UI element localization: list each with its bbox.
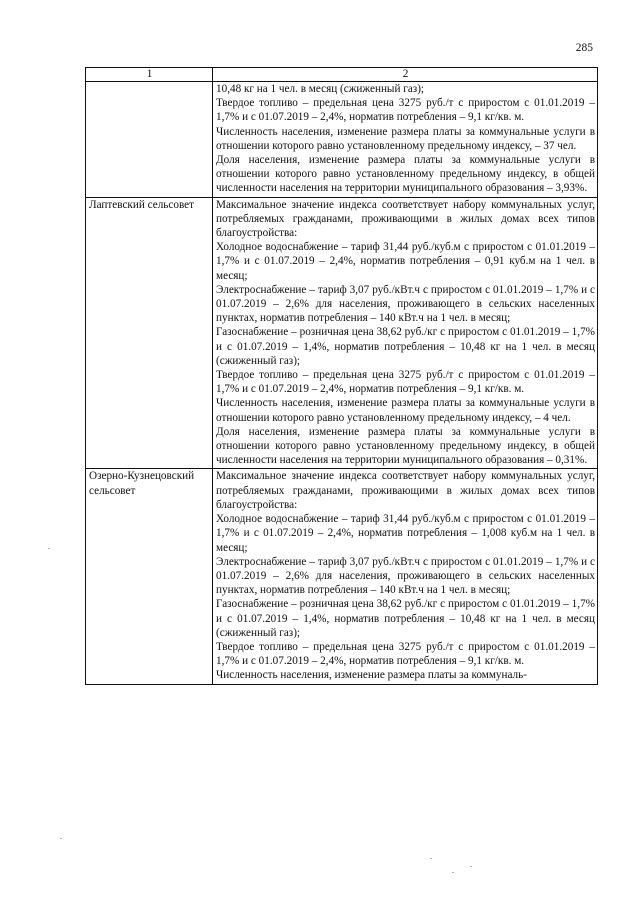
paragraph: Численность населения, изменение размера платы за коммунальные услуги в отношении которого равно установленному предельному индексу, – 4 чел. bbox=[216, 397, 595, 424]
description-cell bbox=[213, 469, 598, 684]
scan-speck bbox=[470, 866, 472, 867]
scan-speck bbox=[60, 838, 62, 839]
paragraph: Газоснабжение – розничная цена 38,62 руб./кг с приростом с 01.01.2019 – 1,7% и с 01.07.2019 – 1,4%, норматив потребления – 10,48 кг на 1 чел. в месяц (сжиженный газ); bbox=[216, 598, 595, 639]
scan-speck bbox=[48, 548, 50, 549]
paragraph: Численность населения, изменение размера платы за коммунальные услуги в отношении которого равно установленному предельному индексу, – 37 чел. bbox=[216, 125, 595, 152]
paragraph: Электроснабжение – тариф 3,07 руб./кВт.ч с приростом с 01.01.2019 – 1,7% и с 01.07.2019 – 2,6% для населения, проживающего в сельских населенных пунктах, норматив потребления – 140 кВт.ч на 1 чел. в месяц; bbox=[216, 283, 595, 325]
column-header-1: 1 bbox=[86, 68, 213, 82]
table-row bbox=[86, 82, 598, 198]
page-number: 285 bbox=[575, 42, 593, 54]
tariff-table bbox=[85, 67, 598, 685]
description-cell bbox=[213, 82, 598, 198]
paragraph: 10,48 кг на 1 чел. в месяц (сжиженный газ); bbox=[216, 83, 425, 95]
column-header-2: 2 bbox=[213, 68, 598, 82]
paragraph: Твердое топливо – предельная цена 3275 руб./т с приростом с 01.01.2019 – 1,7% и с 01.07.2019 – 2,4%, норматив потребления – 9,1 кг/кв. м. bbox=[216, 97, 595, 124]
table-header-row bbox=[86, 68, 598, 82]
paragraph: Холодное водоснабжение – тариф 31,44 руб./куб.м с приростом с 01.01.2019 – 1,7% и с 01.07.2019 – 2,4%, норматив потребления – 1,008 куб.м на 1 чел. в месяц; bbox=[216, 513, 595, 554]
settlement-cell bbox=[86, 469, 213, 684]
scan-speck bbox=[452, 872, 454, 873]
table-row bbox=[86, 197, 598, 469]
paragraph: Максимальное значение индекса соответствует набору коммунальных услуг, потребляемых гражданами, проживающими в жилых домах всех типов благоустройства: bbox=[216, 470, 595, 511]
paragraph: Максимальное значение индекса соответствует набору коммунальных услуг, потребляемых гражданами, проживающими в жилых домах всех типов благоустройства: bbox=[216, 198, 595, 240]
paragraph: Холодное водоснабжение – тариф 31,44 руб./куб.м с приростом с 01.01.2019 – 1,7% и с 01.07.2019 – 2,4%, норматив потребления – 0,91 куб.м на 1 чел. в месяц; bbox=[216, 241, 595, 282]
paragraph: Доля населения, изменение размера платы за коммунальные услуги в отношении которого равно установленному предельному индексу, в общей численности населения на территории муниципального образования – 3,93%. bbox=[216, 154, 595, 195]
description-cell bbox=[213, 197, 598, 469]
settlement-cell bbox=[86, 82, 213, 198]
paragraph: Численность населения, изменение размера платы за коммуналь- bbox=[216, 669, 527, 682]
table-row bbox=[86, 469, 598, 684]
paragraph: Твердое топливо – предельная цена 3275 руб./т с приростом с 01.01.2019 – 1,7% и с 01.07.2019 – 2,4%, норматив потребления – 9,1 кг/кв. м. bbox=[216, 369, 595, 396]
paragraph: Доля населения, изменение размера платы за коммунальные услуги в отношении которого равно установленному предельному индексу, в общей численности населения на территории муниципального образования – 0,31%. bbox=[216, 425, 595, 467]
settlement-cell bbox=[86, 197, 213, 469]
settlement-name: Лаптевский сельсовет bbox=[89, 198, 195, 211]
paragraph: Твердое топливо – предельная цена 3275 руб./т с приростом с 01.01.2019 – 1,7% и с 01.07.2019 – 2,4%, норматив потребления – 9,1 кг/кв. м. bbox=[216, 640, 595, 668]
settlement-name: Озерно-Кузнецовский сельсовет bbox=[89, 470, 195, 497]
paragraph: Электроснабжение – тариф 3,07 руб./кВт.ч с приростом с 01.01.2019 – 1,7% и с 01.07.2019 – 2,6% для населения, проживающего в сельских населенных пунктах, норматив потребления – 140 кВт.ч на 1 чел. в месяц; bbox=[216, 555, 595, 597]
paragraph: Газоснабжение – розничная цена 38,62 руб./кг с приростом с 01.01.2019 – 1,7% и с 01.07.2019 – 1,4%, норматив потребления – 10,48 кг на 1 чел. в месяц (сжиженный газ); bbox=[216, 326, 595, 367]
scan-speck bbox=[430, 858, 432, 859]
